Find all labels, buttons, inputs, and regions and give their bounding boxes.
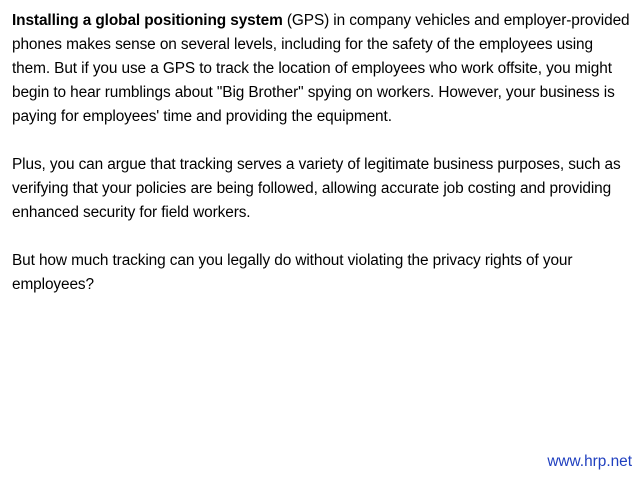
paragraph-text: But how much tracking can you legally do without violating the privacy rights of your employees? [12, 252, 573, 293]
website-link[interactable]: www.hrp.net [547, 453, 632, 470]
paragraph-business-purposes [12, 153, 630, 225]
paragraph-gps-intro [12, 9, 630, 129]
body-text [12, 9, 630, 297]
bold-lead-phrase: Installing a global positioning system [12, 12, 283, 29]
paragraph-text: (GPS) in company vehicles and employer-provided phones makes sense on several levels, including for the safety of the employees using them. But if you use a GPS to track the location of employees who work offsite, you might begin to hear rumblings about "Big Brother" spying on workers. However, your business is paying for employees' time and providing the equipment. [12, 12, 630, 125]
paragraph-text: Plus, you can argue that tracking serves a variety of legitimate business purposes, such as verifying that your policies are being followed, allowing accurate job costing and providing enhanced security for field workers. [12, 156, 621, 221]
paragraph-privacy-question [12, 249, 630, 297]
